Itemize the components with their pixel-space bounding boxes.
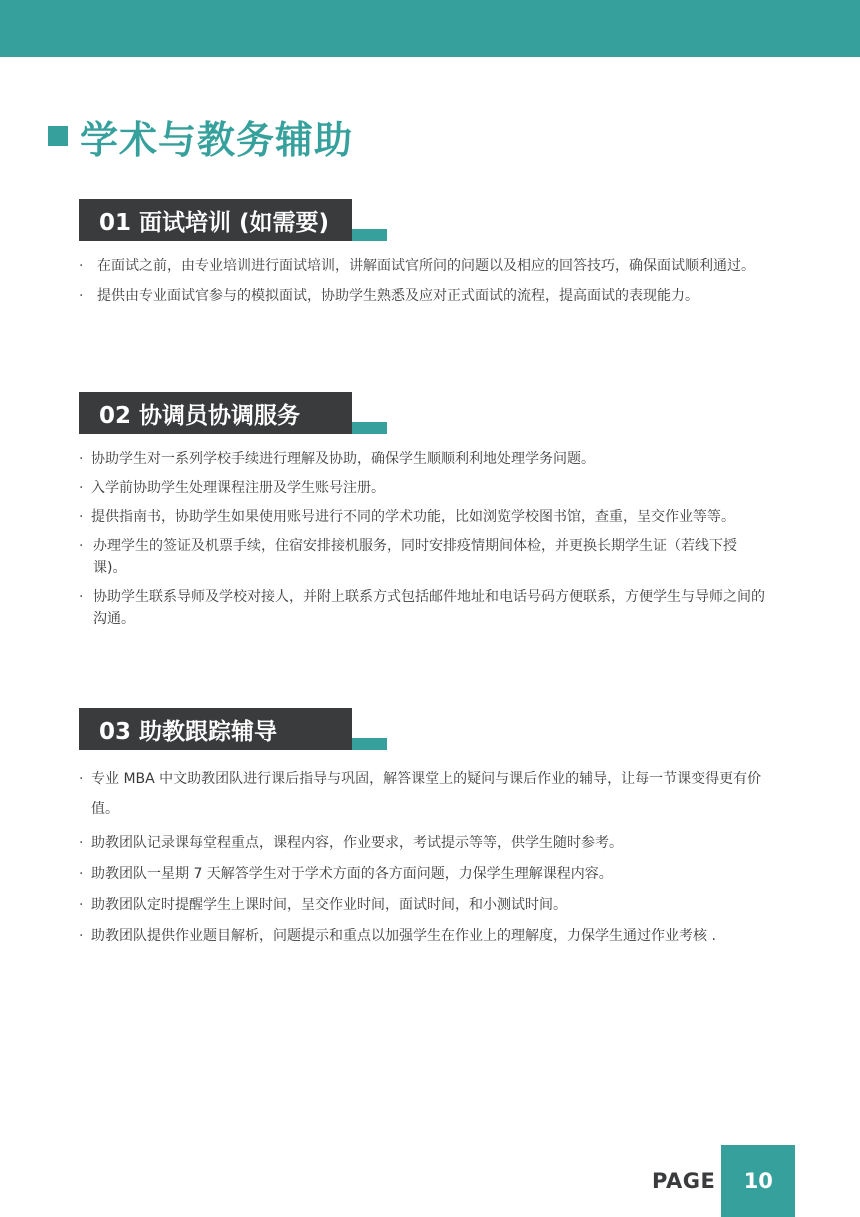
section-accent-bar <box>352 738 387 750</box>
list-item: · 专业 MBA 中文助教团队进行课后指导与巩固，解答课堂上的疑问与课后作业的辅导，让每一节课变得更有价值。 <box>79 764 769 824</box>
section-ta-tutoring <box>0 708 860 944</box>
list-item: · 助教团队定时提醒学生上课时间，呈交作业时间，面试时间，和小测试时间。 <box>79 894 769 917</box>
bullet-icon: · <box>79 480 84 496</box>
section-accent-bar <box>352 229 387 241</box>
list-item: · 提供指南书，协助学生如果使用账号进行不同的学术功能，比如浏览学校图书馆，查重，呈交作业等等。 <box>79 506 769 528</box>
section-coordinator-service <box>0 392 860 627</box>
section-header <box>0 392 860 434</box>
bullet-icon: · <box>79 451 84 467</box>
list-item: · 协助学生对一系列学校手续进行理解及协助，确保学生顺顺利利地处理学务问题。 <box>79 448 769 470</box>
section-heading: 01 面试培训 (如需要) <box>79 199 352 241</box>
list-item: · 助教团队提供作业题目解析，问题提示和重点以加强学生在作业上的理解度，力保学生通过作业考核 . <box>79 925 769 948</box>
bullet-icon: · <box>79 538 84 554</box>
bullet-icon: · <box>79 771 84 787</box>
bullet-icon: · <box>79 589 84 605</box>
title-square-icon <box>48 126 68 146</box>
page-title: 学术与教务辅助 <box>80 117 354 162</box>
bullet-icon: · <box>79 509 84 525</box>
top-color-band <box>0 0 860 57</box>
list-item: · 入学前协助学生处理课程注册及学生账号注册。 <box>79 477 769 499</box>
section-item-list <box>79 764 769 956</box>
section-interview-training <box>0 199 860 304</box>
page-footer <box>652 1145 795 1217</box>
section-header <box>0 708 860 750</box>
section-heading: 03 助教跟踪辅导 <box>79 708 352 750</box>
bullet-icon: · <box>79 258 84 274</box>
bullet-icon: · <box>79 928 84 944</box>
list-item: · 在面试之前，由专业培训进行面试培训，讲解面试官所问的问题以及相应的回答技巧，确保面试顺利通过。 <box>79 255 769 277</box>
section-accent-bar <box>352 422 387 434</box>
page-label: PAGE <box>652 1169 716 1193</box>
bullet-icon: · <box>79 288 84 304</box>
bullet-icon: · <box>79 866 84 882</box>
section-item-list <box>79 255 769 315</box>
section-item-list <box>79 448 769 637</box>
list-item: · 助教团队记录课每堂程重点，课程内容，作业要求，考试提示等等，供学生随时参考。 <box>79 832 769 855</box>
list-item: · 协助学生联系导师及学校对接人，并附上联系方式包括邮件地址和电话号码方便联系，方便学生与导师之间的沟通。 <box>79 586 769 630</box>
list-item: · 提供由专业面试官参与的模拟面试，协助学生熟悉及应对正式面试的流程，提高面试的表现能力。 <box>79 285 769 307</box>
section-heading: 02 协调员协调服务 <box>79 392 352 434</box>
page-number: 10 <box>721 1145 795 1217</box>
bullet-icon: · <box>79 835 84 851</box>
section-header <box>0 199 860 241</box>
list-item: · 助教团队一星期 7 天解答学生对于学术方面的各方面问题，力保学生理解课程内容。 <box>79 863 769 886</box>
list-item: · 办理学生的签证及机票手续，住宿安排接机服务，同时安排疫情期间体检，并更换长期学生证（若线下授课)。 <box>79 535 769 579</box>
bullet-icon: · <box>79 897 84 913</box>
page-title-block <box>48 112 353 160</box>
